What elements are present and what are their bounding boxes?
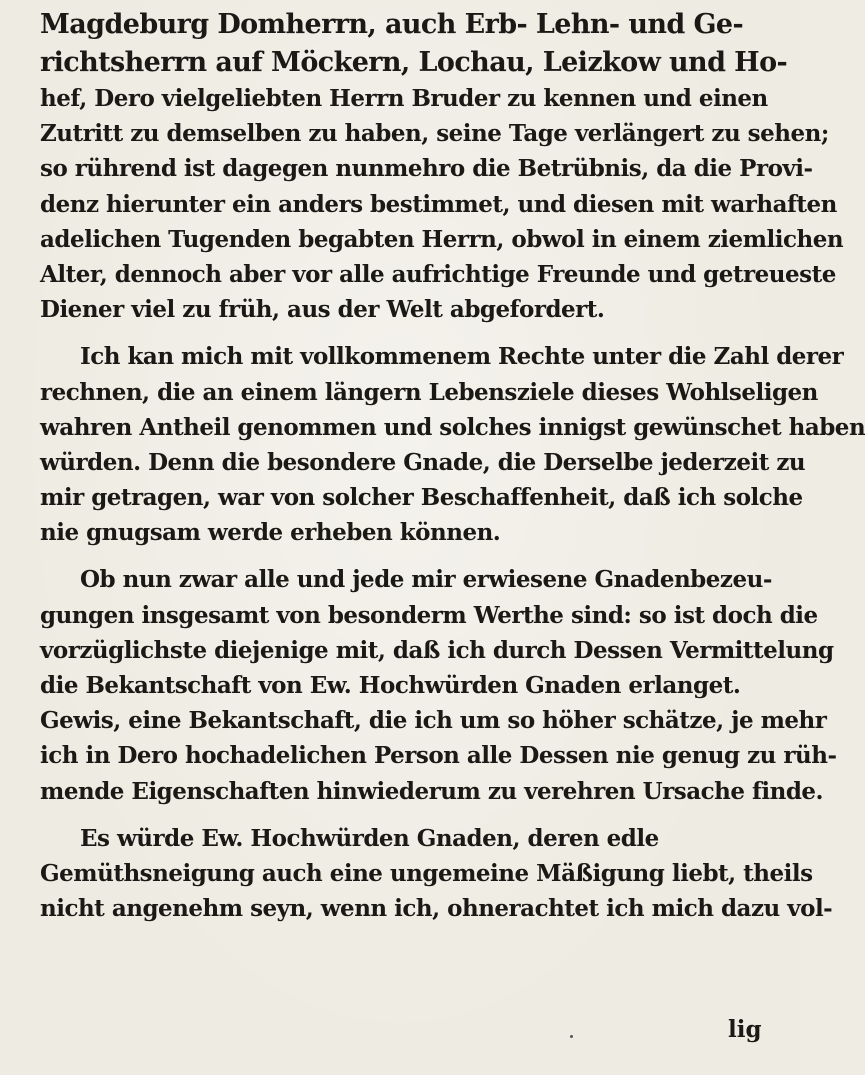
paragraph-4-line-1: Es würde Ew. Hochwürden Gnaden, deren edle xyxy=(80,824,659,852)
paragraph-3-line-1: Ob nun zwar alle und jede mir erwiesene Gnadenbezeu- xyxy=(80,566,772,594)
paragraph-3-line-7: mende Eigenschaften hinwiederum zu verehren Ursache finde. xyxy=(40,777,824,805)
heading-line-1: Magdeburg Domherrn, auch Erb- Lehn- und Ge- xyxy=(40,9,744,40)
paragraph-2-line-2: rechnen, die an einem längern Lebensziele dieses Wohlseligen xyxy=(40,378,818,406)
paragraph-3-line-3: vorzüglichste diejenige mit, daß ich durch Dessen Vermittelung xyxy=(40,636,834,664)
paragraph-4-line-2: Gemüthsneigung auch eine ungemeine Mäßigung liebt, theils xyxy=(40,859,813,887)
paragraph-2-line-6: nie gnugsam werde erheben können. xyxy=(40,519,501,547)
heading-line-2: richtsherrn auf Möckern, Lochau, Leizkow und Ho- xyxy=(40,46,788,78)
paragraph-3-line-5: Gewis, eine Bekantschaft, die ich um so höher schätze, je mehr xyxy=(40,707,827,735)
page-text xyxy=(40,6,865,926)
paragraph-3-line-6: ich in Dero hochadelichen Person alle Dessen nie genug zu rüh- xyxy=(40,742,837,770)
paragraph-3-line-4: die Bekantschaft von Ew. Hochwürden Gnaden erlanget. xyxy=(40,672,741,699)
paragraph-1-line-6: Alter, dennoch aber vor alle aufrichtige Freunde und getreueste xyxy=(40,260,836,288)
paragraph-2-line-3: wahren Antheil genommen und solches innigst gewünschet haben xyxy=(40,413,865,441)
catchword: lig xyxy=(728,1016,762,1043)
paragraph-1-line-5: adelichen Tugenden begabten Herrn, obwol in einem ziemlichen xyxy=(40,225,844,253)
paragraph-2-line-4: würden. Denn die besondere Gnade, die Derselbe jederzeit zu xyxy=(40,448,806,476)
paragraph-4-line-3: nicht angenehm seyn, wenn ich, ohnerachtet ich mich dazu vol- xyxy=(40,895,833,923)
paragraph-3-line-2: gungen insgesamt von besonderm Werthe sind: so ist doch die xyxy=(40,601,818,629)
paragraph-1-line-3: so rührend ist dagegen nunmehro die Betrübnis, da die Provi- xyxy=(40,155,813,183)
paragraph-1-line-4: denz hierunter ein anders bestimmet, und diesen mit warhaften xyxy=(40,190,837,218)
paragraph-1-line-7: Diener viel zu früh, aus der Welt abgefordert. xyxy=(40,296,605,324)
ink-speck xyxy=(570,1035,573,1038)
paragraph-2-line-5: mir getragen, war von solcher Beschaffenheit, daß ich solche xyxy=(40,484,803,512)
paragraph-1-line-1: hef, Dero vielgeliebten Herrn Bruder zu kennen und einen xyxy=(40,85,768,112)
paragraph-2-line-1: Ich kan mich mit vollkommenem Rechte unter die Zahl derer xyxy=(80,343,844,371)
paragraph-1-line-2: Zutritt zu demselben zu haben, seine Tage verlängert zu sehen; xyxy=(40,120,829,148)
